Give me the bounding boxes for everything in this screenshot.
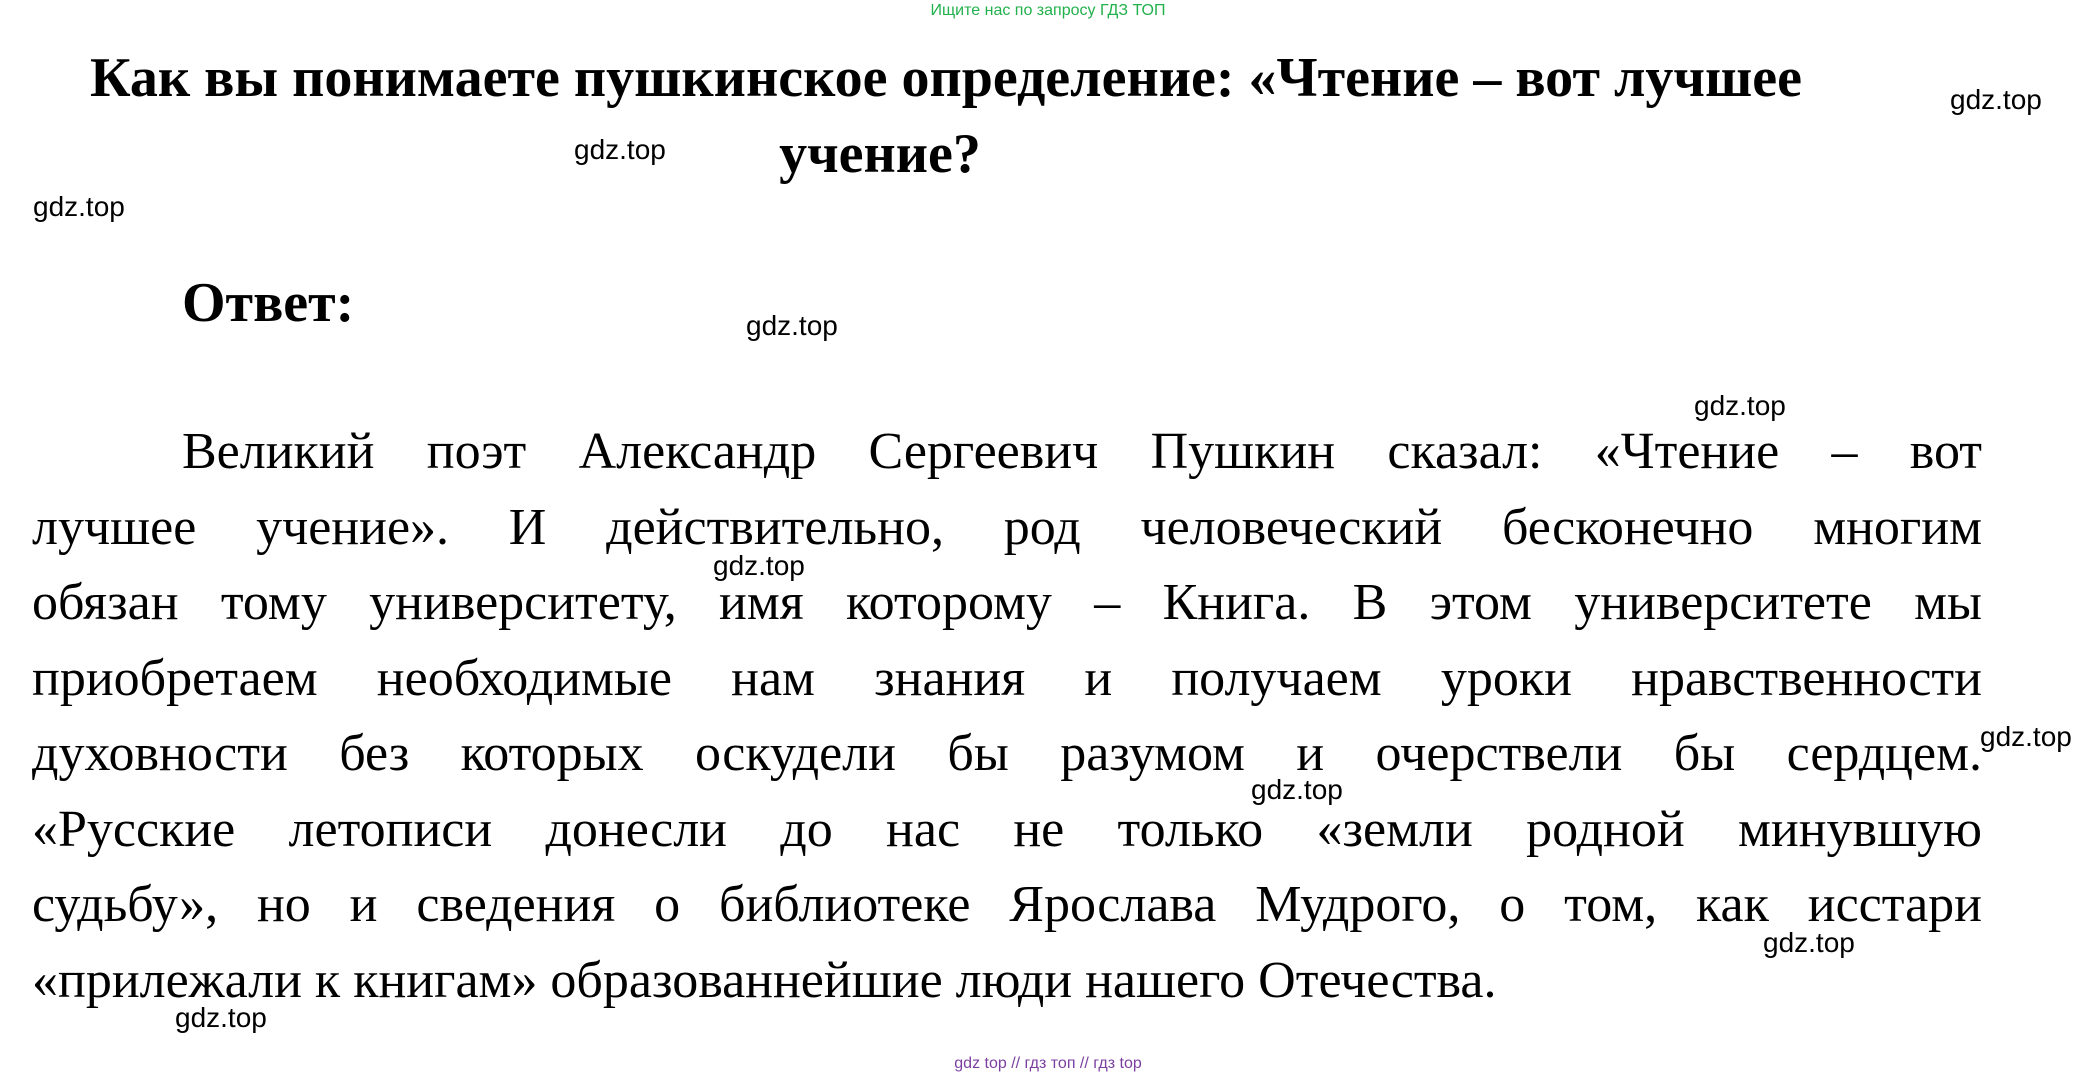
watermark: gdz.top: [1980, 721, 2072, 752]
question-title: [90, 40, 1940, 192]
watermark: gdz.top: [1950, 84, 2042, 115]
answer-line: судьбу», но и сведения о библиотеке Ярослава Мудрого, о том, как исстари: [32, 876, 1982, 933]
watermark: gdz.top: [713, 550, 805, 581]
answer-line: «прилежали к книгам» образованнейшие люди нашего Отечества.: [32, 951, 1497, 1009]
answer-line: «Русские летописи донесли до нас не только «земли родной минувшую: [32, 800, 1982, 858]
answer-line: Великий поэт Александр Сергеевич Пушкин сказал: «Чтение – вот: [182, 423, 1982, 480]
answer-line: духовности без которых оскудели бы разумом и очерствели бы сердцем.: [32, 725, 1982, 782]
answer-line: приобретаем необходимые нам знания и получаем уроки нравственности: [32, 649, 1982, 707]
answer-line: лучшее учение». И действительно, род человеческий бесконечно многим: [32, 498, 1982, 556]
watermark: gdz.top: [1763, 927, 1855, 958]
watermark: gdz.top: [1251, 774, 1343, 805]
watermark: gdz.top: [1694, 390, 1786, 421]
watermark: gdz.top: [574, 134, 666, 165]
bottom-footer: gdz top // гдз топ // гдз top: [954, 1055, 1142, 1072]
answer-paragraph: [32, 414, 1982, 1018]
watermark: gdz.top: [746, 310, 838, 341]
answer-heading: Ответ:: [182, 272, 355, 334]
watermark: gdz.top: [33, 191, 125, 222]
watermark: gdz.top: [175, 1002, 267, 1033]
top-banner: Ищите нас по запросу ГДЗ ТОП: [930, 2, 1166, 19]
question-title-line-2: учение?: [779, 123, 981, 185]
question-title-line-1: Как вы понимаете пушкинское определение: «Чтение – вот лучшее: [90, 47, 1802, 109]
answer-line: обязан тому университету, имя которому – Книга. В этом университете мы: [32, 574, 1982, 631]
